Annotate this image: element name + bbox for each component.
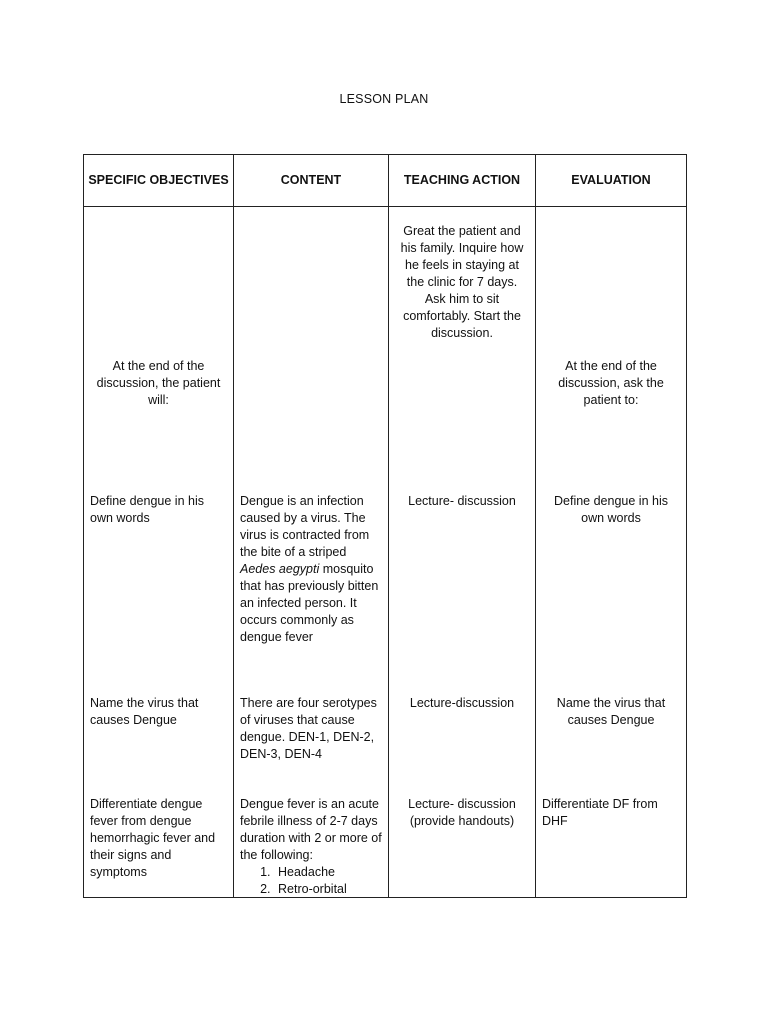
evaluation-row-2: Name the virus that causes Dengue xyxy=(556,696,666,727)
teaching-action-row-3: Lecture- discussion (provide handouts) xyxy=(408,797,516,828)
objectives-intro: At the end of the discussion, the patient will: xyxy=(96,359,221,407)
mosquito-species-name: Aedes aegypti xyxy=(240,562,320,576)
objectives-column xyxy=(84,207,234,898)
symptom-item: 2. Retro-orbital xyxy=(274,881,382,898)
evaluation-intro: At the end of the discussion, ask the patient to: xyxy=(558,359,664,407)
symptom-item: 1. Headache xyxy=(274,864,382,881)
content-dengue-definition: Dengue is an infection caused by a virus. The virus is contracted from the bite of a striped Aedes aegypti mosquito that has previously bitten an infected person. It occurs commonly as dengue fever xyxy=(240,494,379,644)
objective-name-virus: Name the virus that causes Dengue xyxy=(90,696,199,727)
header-specific-objectives: SPECIFIC OBJECTIVES xyxy=(84,155,234,207)
table-header-row xyxy=(84,155,687,207)
evaluation-row-1: Define dengue in his own words xyxy=(554,494,668,525)
header-content: CONTENT xyxy=(234,155,389,207)
content-column xyxy=(234,207,389,898)
content-dengue-fever: Dengue fever is an acute febrile illness of 2-7 days duration with 2 or more of the following: 1. Headache 2. Retro-orbital xyxy=(240,796,382,898)
teaching-action-intro: Great the patient and his family. Inquire how he feels in staying at the clinic for 7 days. Ask him to sit comfortably. Start the discussion. xyxy=(400,224,524,340)
objective-define-dengue: Define dengue in his own words xyxy=(90,494,204,525)
teaching-action-column xyxy=(389,207,536,898)
teaching-action-row-2: Lecture-discussion xyxy=(409,696,515,710)
header-evaluation: EVALUATION xyxy=(536,155,687,207)
objective-differentiate: Differentiate dengue fever from dengue hemorrhagic fever and their signs and symptoms xyxy=(90,797,216,879)
table-body-row xyxy=(84,207,687,898)
teaching-action-row-1: Lecture- discussion xyxy=(408,494,516,508)
symptom-list xyxy=(240,864,382,898)
evaluation-column xyxy=(536,207,687,898)
header-teaching-action: TEACHING ACTION xyxy=(389,155,536,207)
lesson-plan-table xyxy=(83,154,687,898)
content-serotypes: There are four serotypes of viruses that cause dengue. DEN-1, DEN-2, DEN-3, DEN-4 xyxy=(240,696,377,761)
evaluation-row-3: Differentiate DF from DHF xyxy=(542,797,658,828)
page-title: LESSON PLAN xyxy=(339,92,429,106)
